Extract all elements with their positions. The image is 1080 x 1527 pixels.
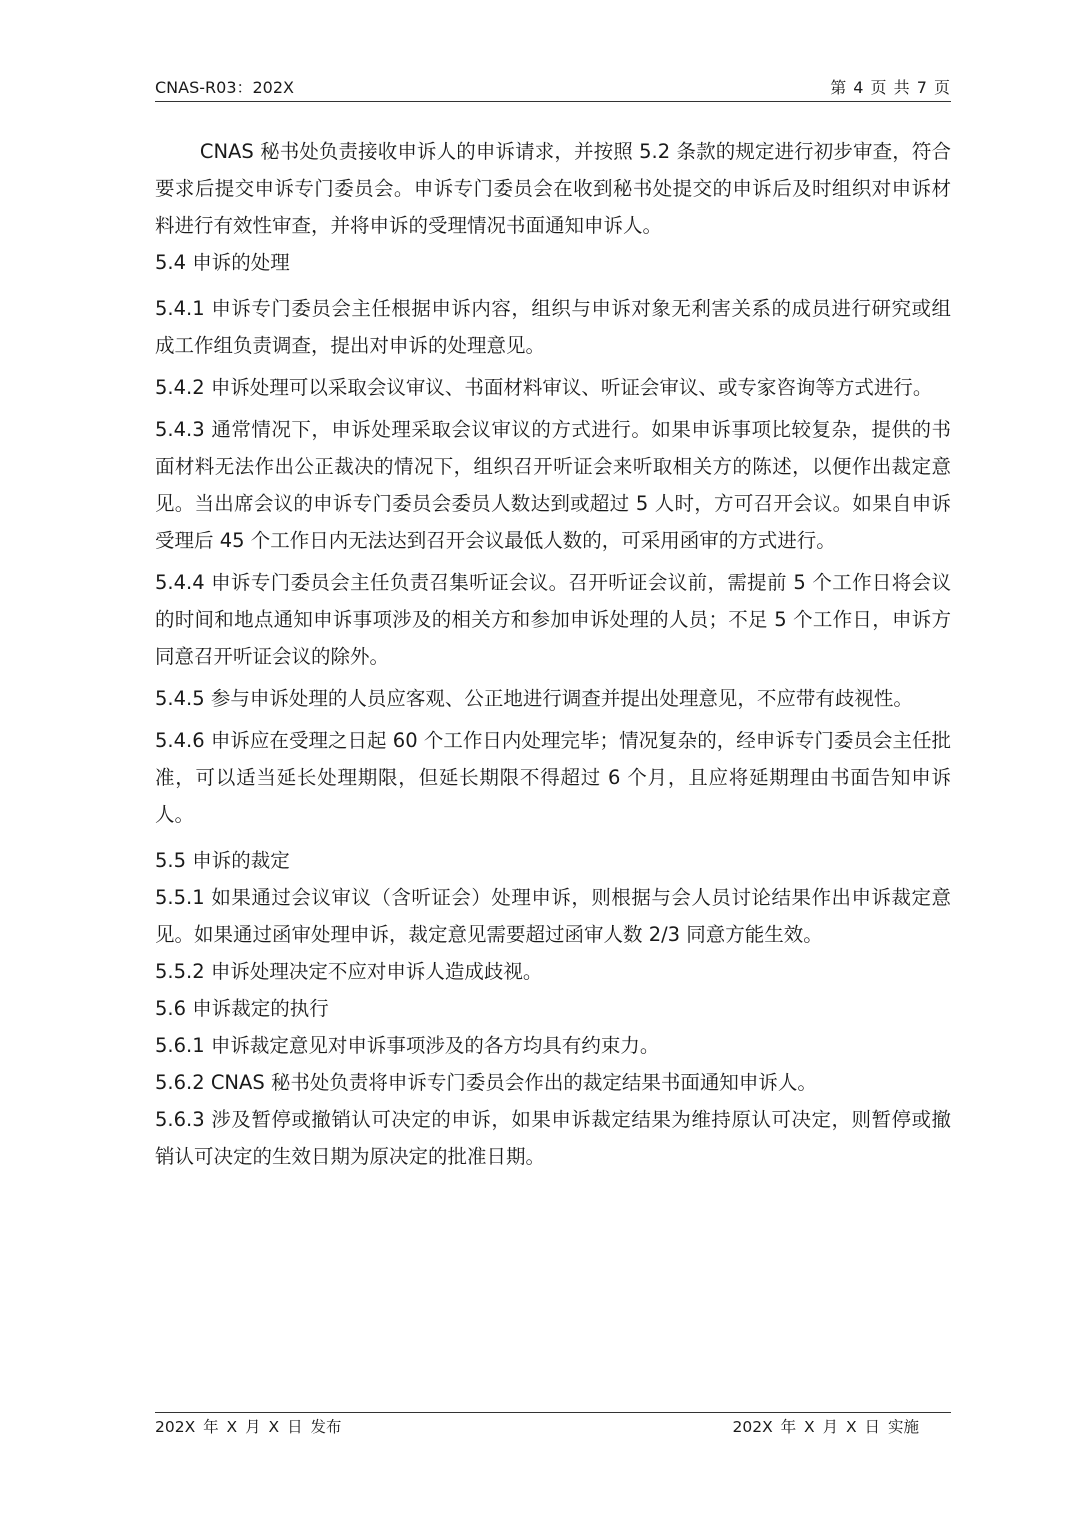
- page-footer: [155, 1415, 951, 1439]
- page-number: 第 4 页 共 7 页: [830, 78, 951, 97]
- effective-date: 202X 年 X 月 X 日 实施: [732, 1418, 919, 1436]
- clause-5-4-2: 5.4.2 申诉处理可以采取会议审议、书面材料审议、听证会审议、或专家咨询等方式进行。: [155, 376, 933, 399]
- clause-5-4-3: 5.4.3 通常情况下，申诉处理采取会议审议的方式进行。如果申诉事项比较复杂，提供的书面材料无法作出公正裁决的情况下，组织召开听证会来听取相关方的陈述，以便作出裁定意见。当出席会议的申诉专门委员会委员人数达到或超过 5 人时，方可召开会议。如果自申诉受理后 45 个工作日内无法达到召开会议最低人数的，可采用函审的方式进行。: [155, 418, 951, 552]
- footer-divider: [155, 1412, 951, 1413]
- section-heading-5-6: 5.6 申诉裁定的执行: [155, 997, 329, 1020]
- clause-5-4-1: 5.4.1 申诉专门委员会主任根据申诉内容，组织与申诉对象无利害关系的成员进行研究或组成工作组负责调查，提出对申诉的处理意见。: [155, 297, 951, 357]
- document-code: CNAS-R03：202X: [155, 78, 294, 97]
- clause-5-4-5: 5.4.5 参与申诉处理的人员应客观、公正地进行调查并提出处理意见，不应带有歧视性。: [155, 687, 913, 710]
- section-heading-5-5: 5.5 申诉的裁定: [155, 849, 290, 872]
- clause-5-6-1: 5.6.1 申诉裁定意见对申诉事项涉及的各方均具有约束力。: [155, 1034, 660, 1057]
- clause-5-4-4: 5.4.4 申诉专门委员会主任负责召集听证会议。召开听证会议前，需提前 5 个工作日将会议的时间和地点通知申诉事项涉及的相关方和参加申诉处理的人员；不足 5 个工作日，申诉方同意召开听证会议的除外。: [155, 571, 951, 668]
- clause-5-5-2: 5.5.2 申诉处理决定不应对申诉人造成歧视。: [155, 960, 543, 983]
- paragraph-intro: CNAS 秘书处负责接收申诉人的申诉请求，并按照 5.2 条款的规定进行初步审查，符合要求后提交申诉专门委员会。申诉专门委员会在收到秘书处提交的申诉后及时组织对申诉材料进行有效性审查，并将申诉的受理情况书面通知申诉人。: [155, 140, 951, 237]
- header-divider: [155, 101, 951, 102]
- page-header: [155, 76, 951, 100]
- clause-5-6-3: 5.6.3 涉及暂停或撤销认可决定的申诉，如果申诉裁定结果为维持原认可决定，则暂停或撤销认可决定的生效日期为原决定的批准日期。: [155, 1108, 951, 1168]
- clause-5-5-1: 5.5.1 如果通过会议审议（含听证会）处理申诉，则根据与会人员讨论结果作出申诉裁定意见。如果通过函审处理申诉，裁定意见需要超过函审人数 2/3 同意方能生效。: [155, 886, 951, 946]
- clause-5-4-6: 5.4.6 申诉应在受理之日起 60 个工作日内处理完毕；情况复杂的，经申诉专门委员会主任批准，可以适当延长处理期限，但延长期限不得超过 6 个月，且应将延期理由书面告知申诉人。: [155, 729, 951, 826]
- clause-5-6-2: 5.6.2 CNAS 秘书处负责将申诉专门委员会作出的裁定结果书面通知申诉人。: [155, 1071, 817, 1094]
- issue-date: 202X 年 X 月 X 日 发布: [155, 1418, 342, 1436]
- section-heading-5-4: 5.4 申诉的处理: [155, 251, 290, 274]
- document-body: [155, 133, 951, 1175]
